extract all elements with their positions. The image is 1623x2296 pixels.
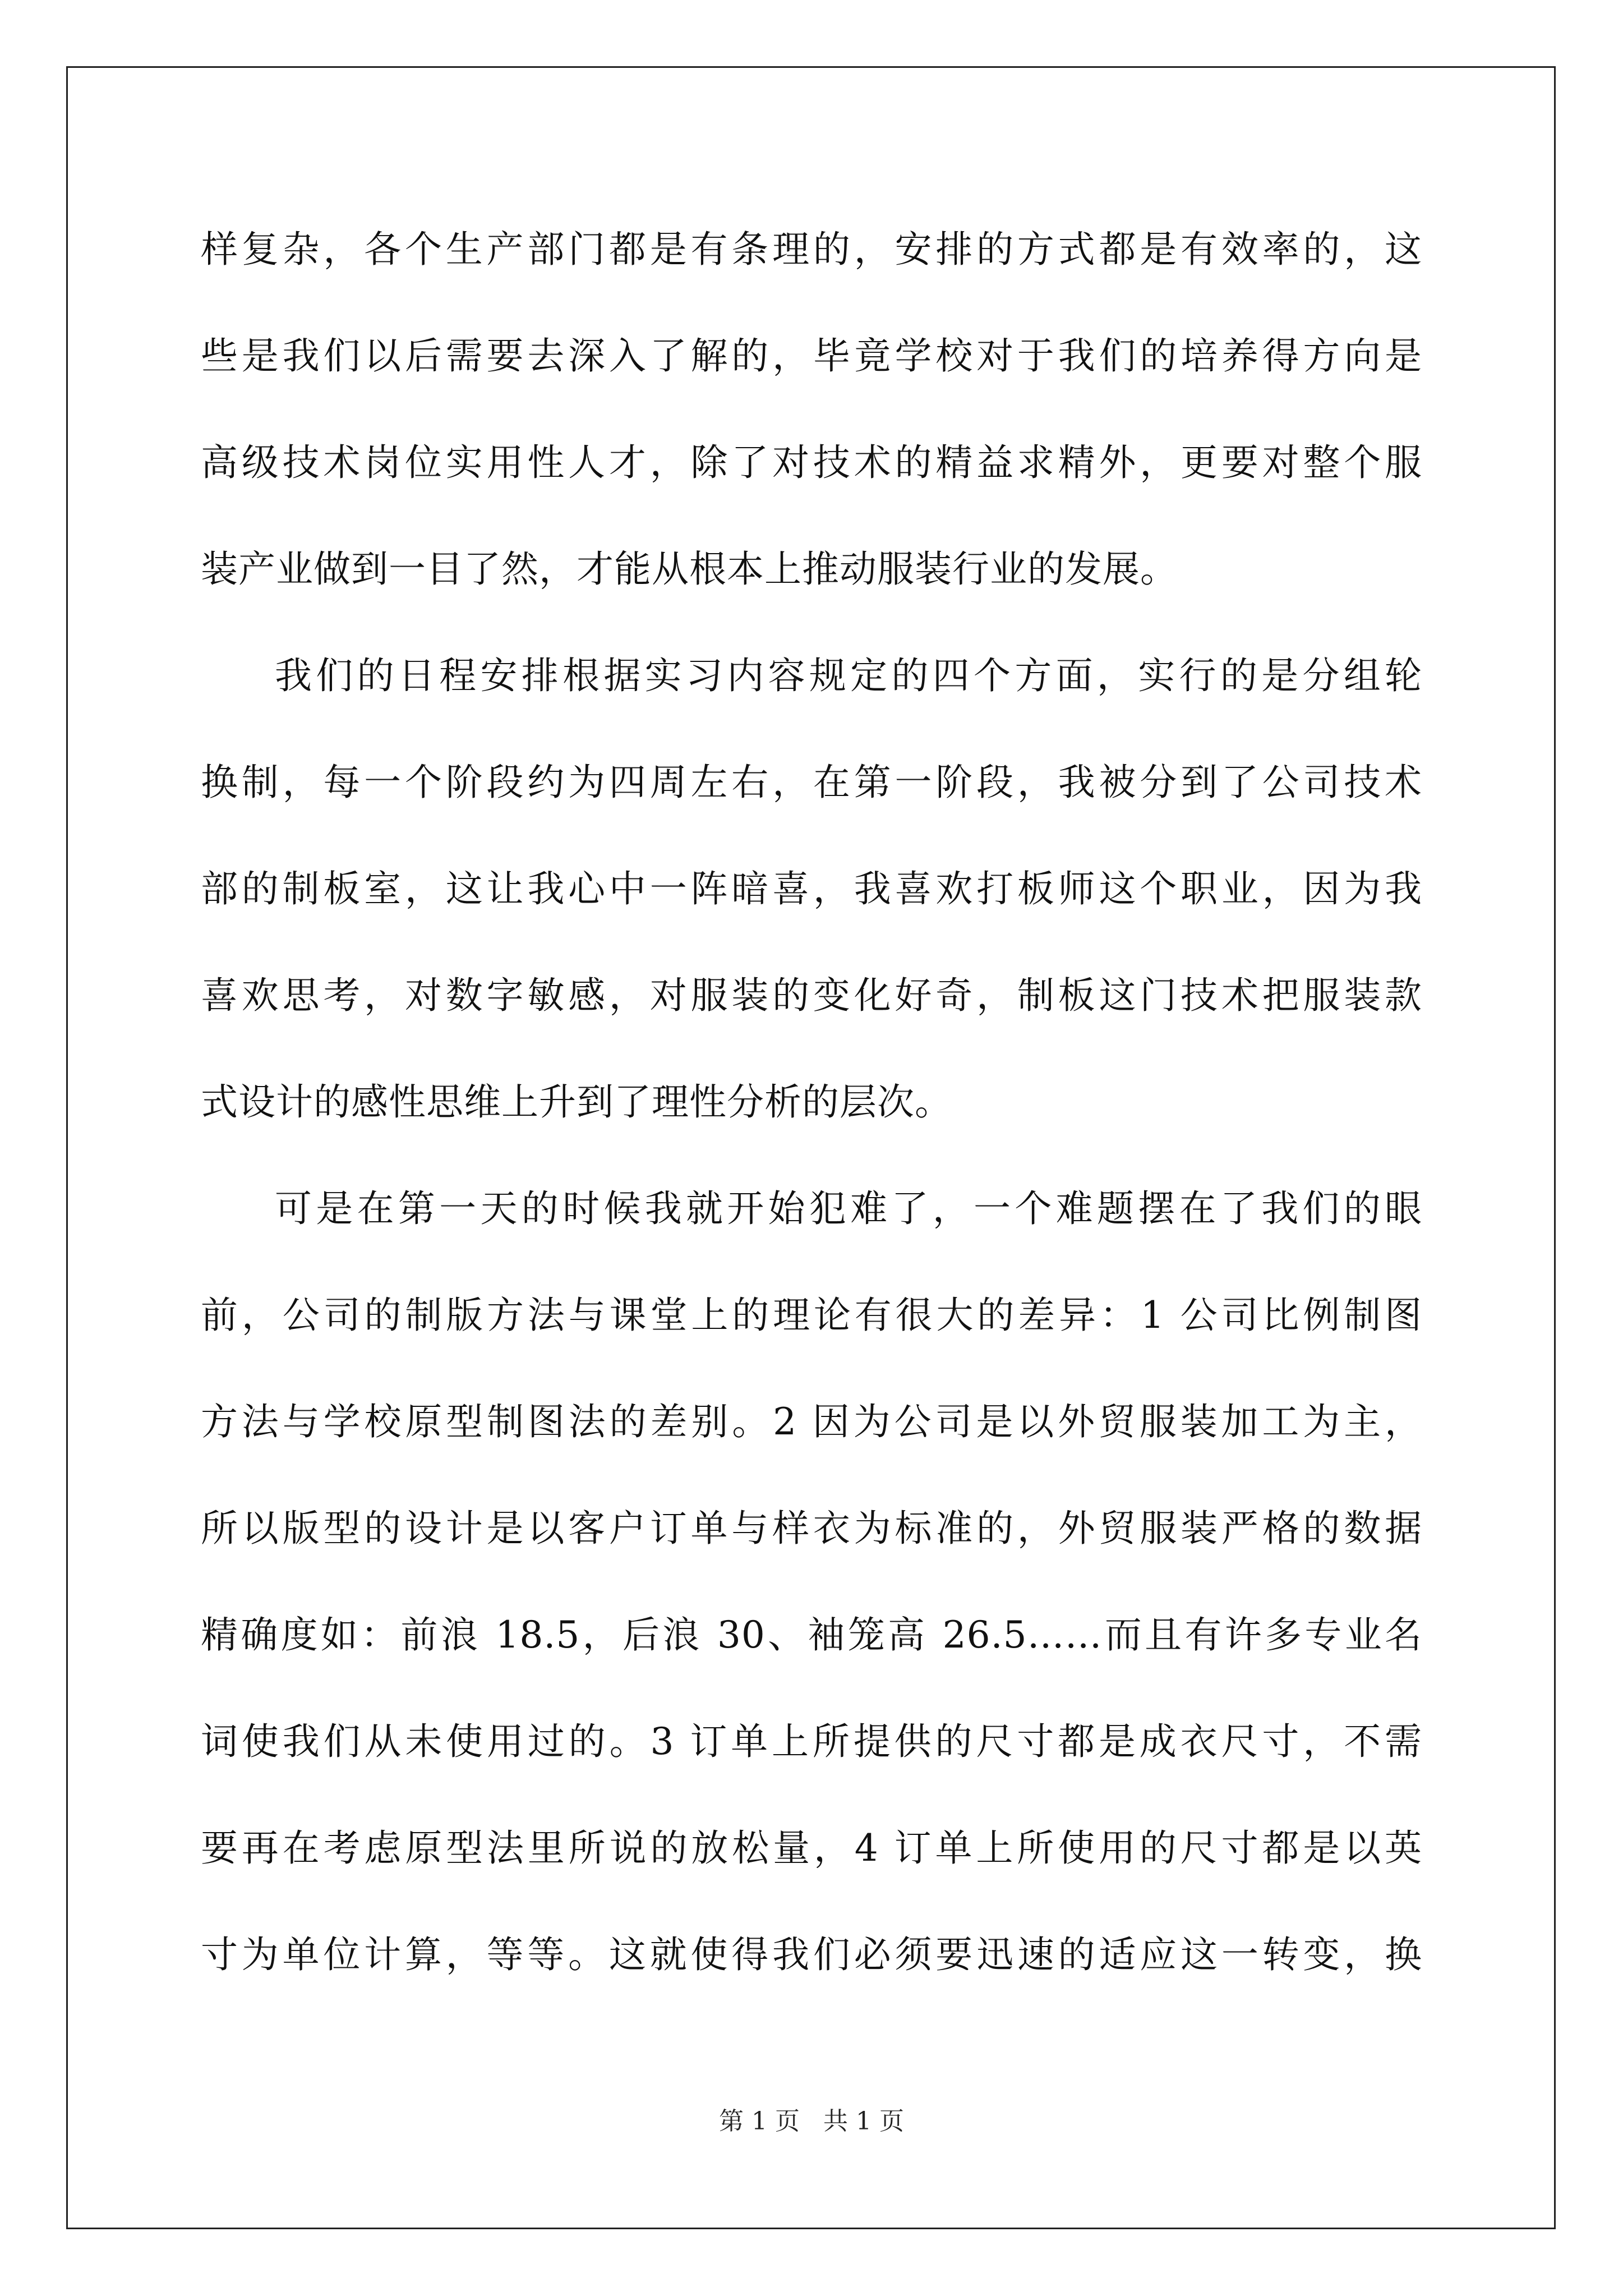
text-line: 所以版型的设计是以客户订单与样衣为标准的，外贸服装严格的数据 [201, 1507, 1422, 1550]
text-line: 换制，每一个阶段约为四周左右，在第一阶段，我被分到了公司技术 [201, 761, 1422, 804]
page-number-footer: 第 1 页 共 1 页 [719, 2107, 904, 2136]
text-line: 寸为单位计算，等等。这就使得我们必须要迅速的适应这一转变，换 [201, 1933, 1422, 1976]
paragraph-first-line: 我们的日程安排根据实习内容规定的四个方面，实行的是分组轮 [275, 654, 1422, 697]
text-line: 要再在考虑原型法里所说的放松量，4 订单上所使用的尺寸都是以英 [201, 1826, 1422, 1870]
text-line: 高级技术岗位实用性人才，除了对技术的精益求精外，更要对整个服 [201, 441, 1422, 484]
text-line: 方法与学校原型制图法的差别。2 因为公司是以外贸服装加工为主， [201, 1400, 1422, 1443]
text-line: 喜欢思考，对数字敏感，对服装的变化好奇，制板这门技术把服装款 [201, 974, 1422, 1017]
text-line: 式设计的感性思维上升到了理性分析的层次。 [201, 1080, 952, 1124]
paragraph-first-line: 可是在第一天的时候我就开始犯难了，一个难题摆在了我们的眼 [275, 1187, 1422, 1230]
text-line: 精确度如：前浪 18.5，后浪 30、袖笼高 26.5……而且有许多专业名 [201, 1613, 1422, 1657]
text-line: 部的制板室，这让我心中一阵暗喜，我喜欢打板师这个职业，因为我 [201, 867, 1422, 910]
text-line: 些是我们以后需要去深入了解的，毕竟学校对于我们的培养得方向是 [201, 334, 1422, 378]
text-line: 装产业做到一目了然，才能从根本上推动服装行业的发展。 [201, 547, 1178, 591]
text-line: 样复杂，各个生产部门都是有条理的，安排的方式都是有效率的，这 [201, 228, 1422, 271]
text-line: 词使我们从未使用过的。3 订单上所提供的尺寸都是成衣尺寸，不需 [201, 1720, 1422, 1763]
text-line: 前，公司的制版方法与课堂上的理论有很大的差异：1 公司比例制图 [201, 1294, 1422, 1337]
page-border [66, 66, 1556, 2229]
